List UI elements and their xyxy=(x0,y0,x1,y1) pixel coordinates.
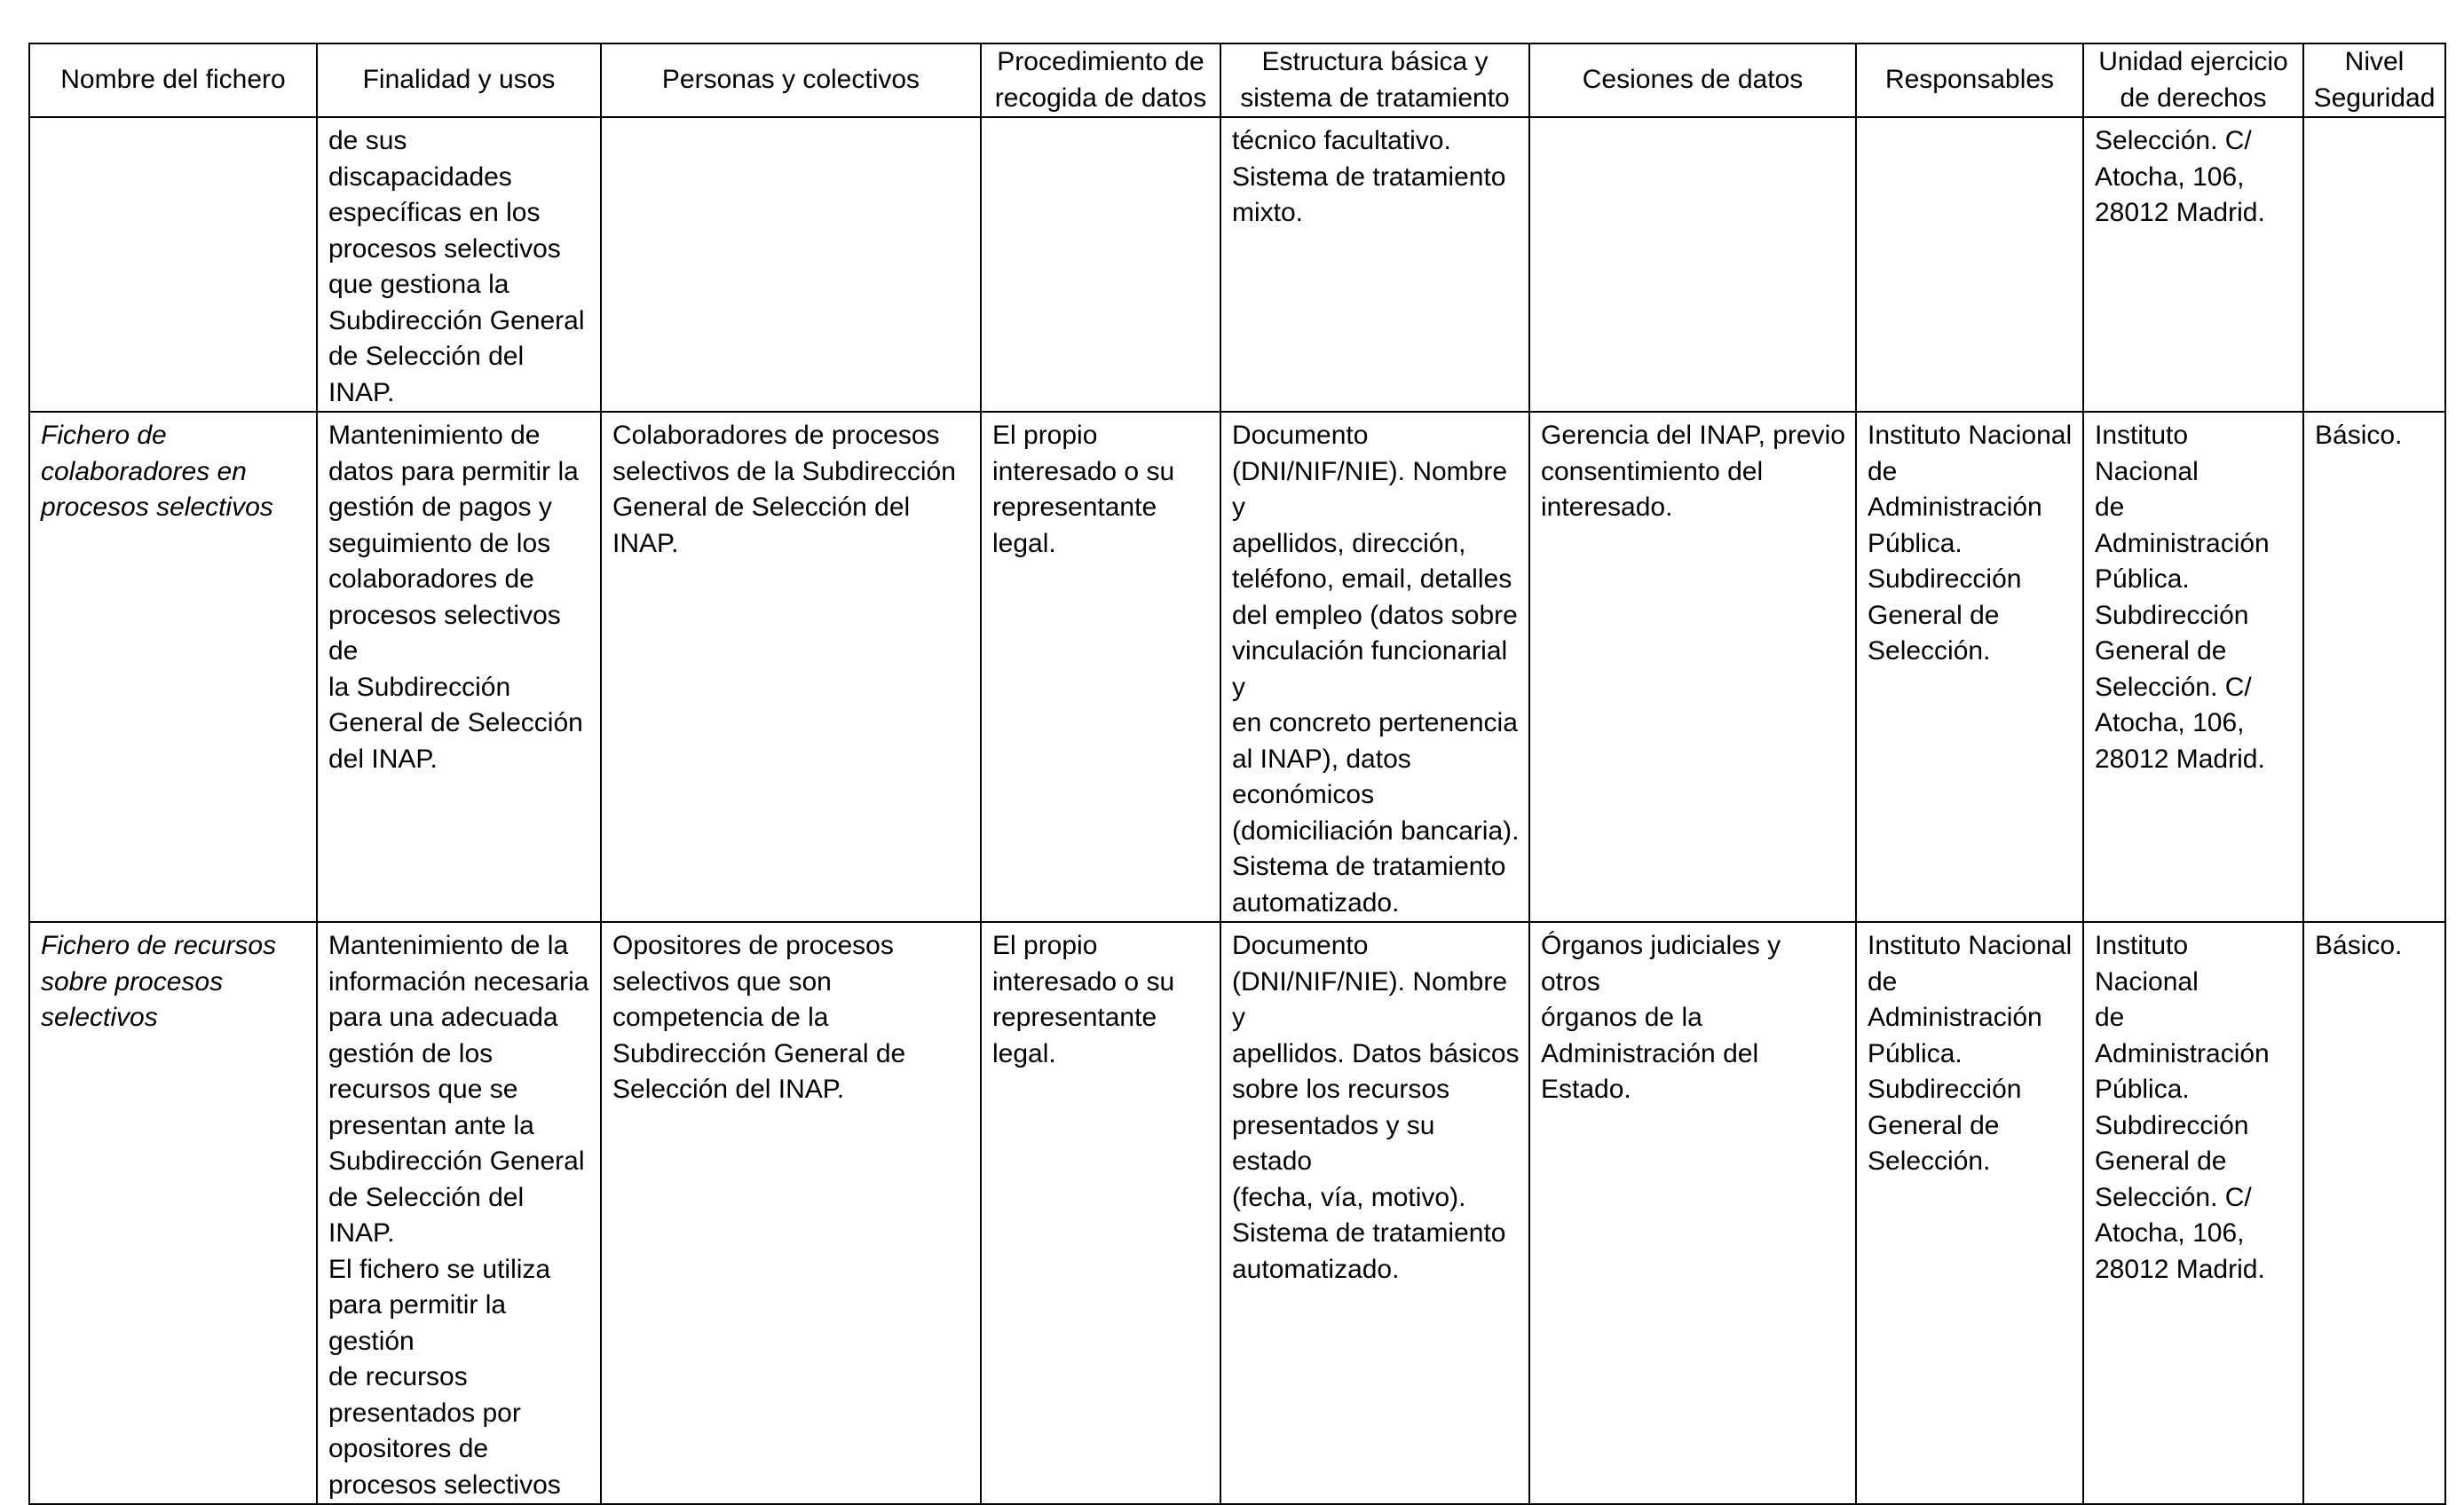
cell-text: El propio interesado o su representante legal. xyxy=(992,421,1175,558)
cell-nombre xyxy=(29,412,317,922)
cell-nombre xyxy=(29,117,317,412)
cell-personas xyxy=(601,412,981,922)
cell-text: Fichero de colaboradores en procesos selectivos xyxy=(41,421,273,522)
cell-text xyxy=(982,118,1220,123)
header-estructura xyxy=(1220,43,1529,117)
cell-text xyxy=(602,118,980,123)
cell-text: Instituto Nacional de Administración Pública. Subdirección General de Selección. C/ Atocha, 106, 28012 Madrid. xyxy=(2095,931,2270,1284)
cell-text: Básico. xyxy=(2315,931,2403,960)
cell-responsables xyxy=(1856,117,2083,412)
cell-text xyxy=(30,118,316,123)
cell-estructura xyxy=(1220,117,1529,412)
cell-nivel xyxy=(2303,412,2445,922)
header-nombre-del-fichero xyxy=(29,43,317,117)
cell-finalidad xyxy=(317,117,601,412)
cell-text: Básico. xyxy=(2315,421,2403,450)
table-header-row xyxy=(29,43,2445,117)
cell-procedimiento xyxy=(981,412,1220,922)
cell-nombre xyxy=(29,922,317,1504)
cell-text: de sus discapacidades específicas en los procesos selectivos que gestiona la Subdirección General de Selección del INAP. xyxy=(328,126,585,407)
cell-text: El propio interesado o su representante legal. xyxy=(992,931,1175,1068)
cell-text: Documento (DNI/NIF/NIE). Nombre y apellidos, dirección, teléfono, email, detalles del empleo (datos sobre vinculación funcionarial y en concreto pertenencia al INAP), datos económicos (domiciliación bancaria). Sistema de tratamiento automatizado. xyxy=(1232,421,1520,918)
cell-text xyxy=(2304,118,2444,123)
header-responsables xyxy=(1856,43,2083,117)
header-procedimiento xyxy=(981,43,1220,117)
cell-cesiones xyxy=(1529,922,1856,1504)
cell-personas xyxy=(601,922,981,1504)
table-row xyxy=(29,117,2445,412)
cell-text: Opositores de procesos selectivos que son competencia de la Subdirección General de Selección del INAP. xyxy=(612,931,906,1104)
cell-nivel xyxy=(2303,922,2445,1504)
header-cesiones-de-datos xyxy=(1529,43,1856,117)
cell-text: Órganos judiciales y otros órganos de la Administración del Estado. xyxy=(1541,931,1781,1104)
header-label: Unidad ejercicio de derechos xyxy=(2098,47,2288,113)
table-row xyxy=(29,412,2445,922)
cell-text: Gerencia del INAP, previo consentimiento del interesado. xyxy=(1541,421,1845,522)
cell-responsables xyxy=(1856,412,2083,922)
cell-finalidad xyxy=(317,412,601,922)
header-label: Cesiones de datos xyxy=(1582,65,1804,95)
cell-nivel xyxy=(2303,117,2445,412)
header-label: Nivel Seguridad xyxy=(2313,47,2436,113)
cell-unidad xyxy=(2083,117,2303,412)
header-label: Responsables xyxy=(1884,65,2055,95)
cell-unidad xyxy=(2083,922,2303,1504)
cell-text: Selección. C/ Atocha, 106, 28012 Madrid. xyxy=(2095,126,2265,227)
header-label: Nombre del fichero xyxy=(60,65,286,95)
cell-unidad xyxy=(2083,412,2303,922)
cell-responsables xyxy=(1856,922,2083,1504)
cell-text: Mantenimiento de la información necesaria para una adecuada gestión de los recursos que se presentan ante la Subdirección General de Selección del INAP. El fichero se utiliza para permitir la gestión de recursos presentados por opositores de procesos selectivos xyxy=(328,931,589,1500)
header-label: Procedimiento de recogida de datos xyxy=(994,47,1207,113)
cell-text: Fichero de recursos sobre procesos selectivos xyxy=(41,931,277,1032)
cell-text xyxy=(1857,118,2082,123)
header-label: Estructura básica y sistema de tratamiento xyxy=(1240,47,1510,113)
cell-text: Documento (DNI/NIF/NIE). Nombre y apellidos. Datos básicos sobre los recursos presentados y su estado (fecha, vía, motivo). Sistema de tratamiento automatizado. xyxy=(1232,931,1520,1284)
cell-finalidad xyxy=(317,922,601,1504)
cell-text: Instituto Nacional de Administración Pública. Subdirección General de Selección. xyxy=(1868,421,2073,666)
header-label: Finalidad y usos xyxy=(362,65,556,95)
cell-cesiones xyxy=(1529,117,1856,412)
ficheros-table xyxy=(28,43,2446,1505)
cell-text: Instituto Nacional de Administración Pública. Subdirección General de Selección. xyxy=(1868,931,2073,1176)
cell-text: Colaboradores de procesos selectivos de la Subdirección General de Selección del INAP. xyxy=(612,421,956,558)
cell-text: Instituto Nacional de Administración Pública. Subdirección General de Selección. C/ Atocha, 106, 28012 Madrid. xyxy=(2095,421,2270,774)
header-personas-y-colectivos xyxy=(601,43,981,117)
cell-text: Mantenimiento de datos para permitir la gestión de pagos y seguimiento de los colaboradores de procesos selectivos de la Subdirección General de Selección del INAP. xyxy=(328,421,583,774)
header-unidad-ejercicio xyxy=(2083,43,2303,117)
cell-personas xyxy=(601,117,981,412)
table-row xyxy=(29,922,2445,1504)
cell-procedimiento xyxy=(981,922,1220,1504)
header-nivel-seguridad xyxy=(2303,43,2445,117)
cell-text xyxy=(1530,118,1855,123)
cell-estructura xyxy=(1220,412,1529,922)
cell-procedimiento xyxy=(981,117,1220,412)
cell-text: técnico facultativo. Sistema de tratamiento mixto. xyxy=(1232,126,1506,227)
header-finalidad-y-usos xyxy=(317,43,601,117)
cell-cesiones xyxy=(1529,412,1856,922)
cell-estructura xyxy=(1220,922,1529,1504)
header-label: Personas y colectivos xyxy=(661,65,920,95)
